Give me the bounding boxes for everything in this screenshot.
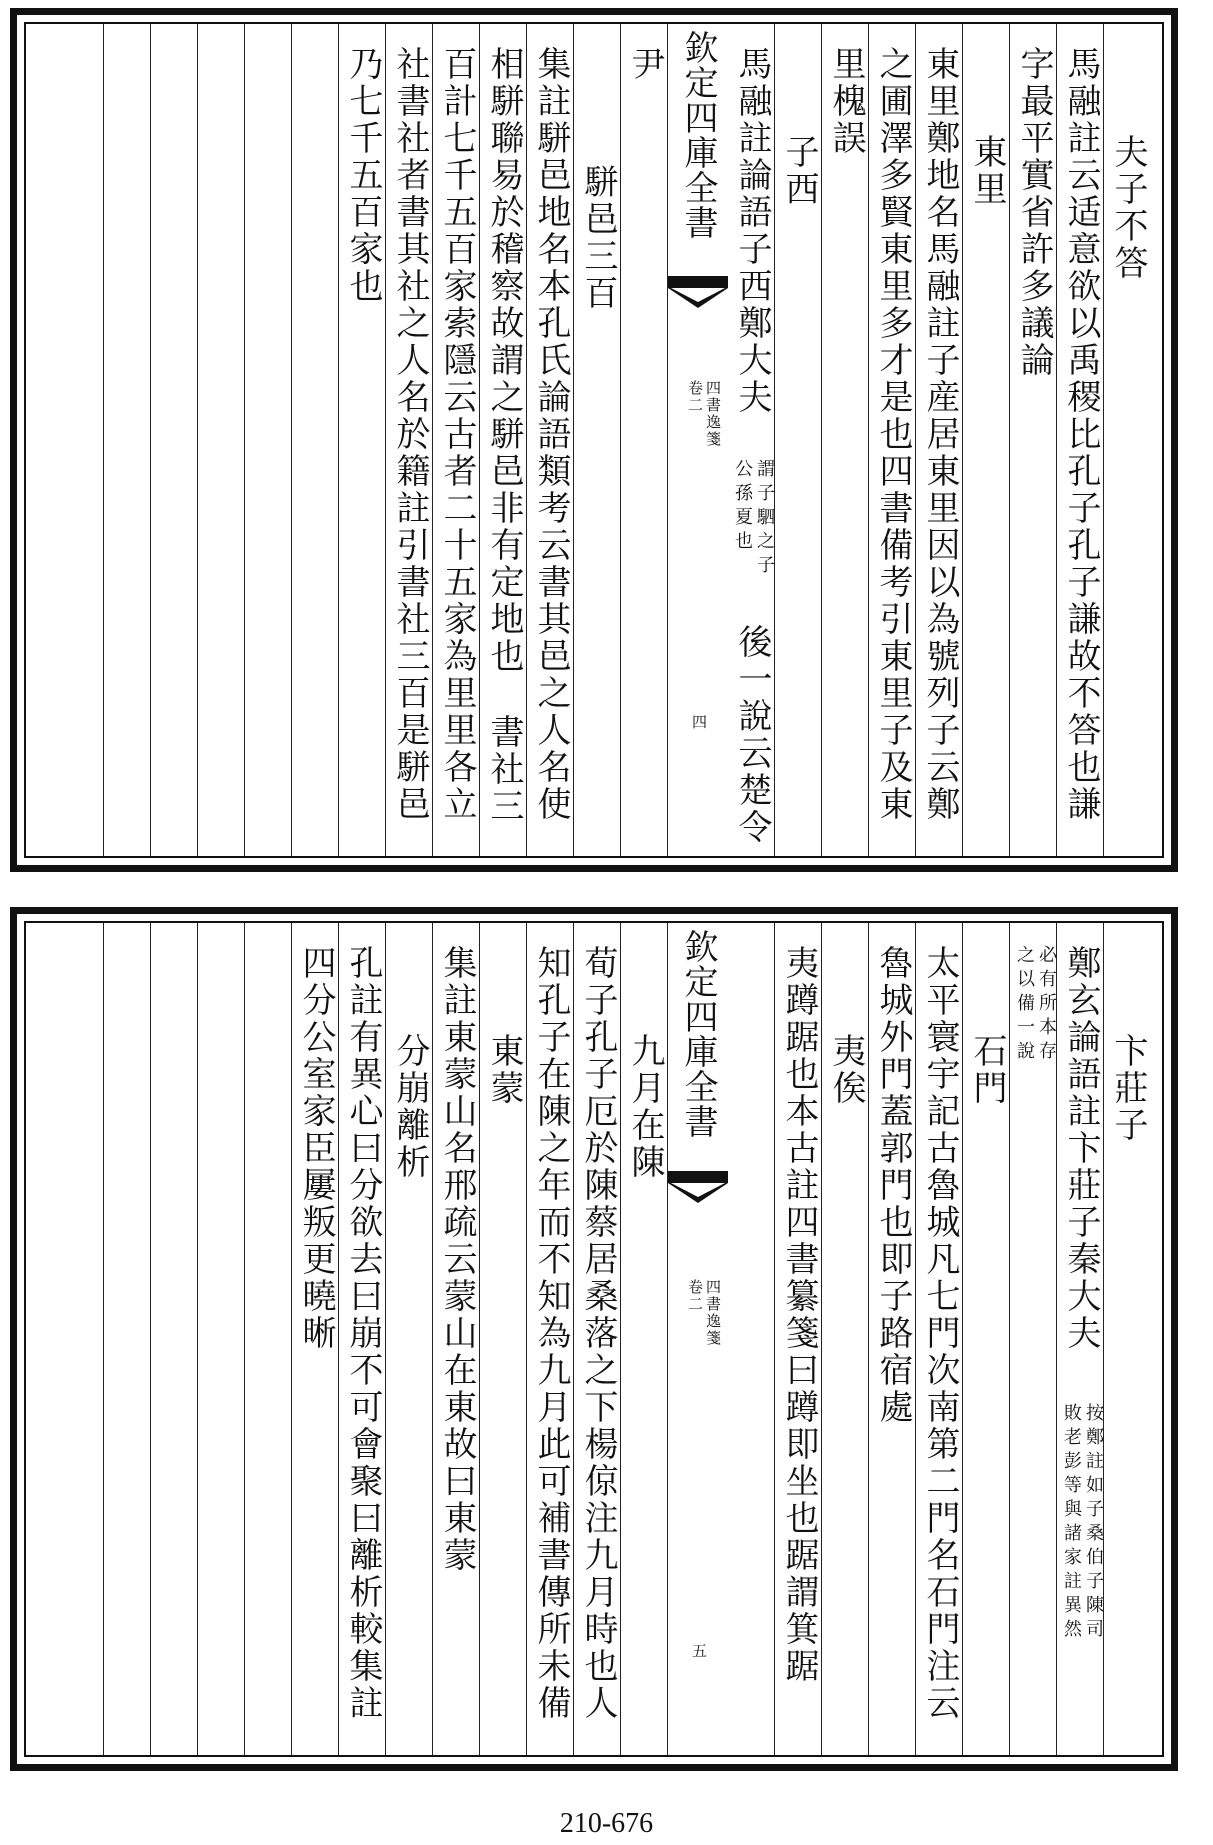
column <box>338 24 386 856</box>
annotation-line: 必有所本存 <box>1036 945 1057 1065</box>
text-line: 四分公室家臣屢叛更曉晰 <box>296 945 336 1352</box>
text-line: 後一說云楚令 <box>732 624 772 846</box>
column <box>573 24 621 856</box>
column <box>479 24 527 856</box>
text-line: 尹 <box>625 46 665 83</box>
column <box>291 923 339 1755</box>
column <box>1056 24 1104 856</box>
column <box>244 923 292 1755</box>
column <box>774 24 822 856</box>
heading: 石門 <box>967 1033 1007 1107</box>
column <box>774 923 822 1755</box>
text-line: 社書社者書其社之人名於籍註引書社三百是駢邑 <box>390 46 430 823</box>
column <box>526 923 574 1755</box>
column <box>727 24 775 856</box>
center-juan: 卷二 <box>686 1279 704 1313</box>
text-line: 夷蹲踞也本古註四書纂箋曰蹲即坐也踞謂箕踞 <box>779 945 819 1685</box>
text-line: 之圃澤多賢東里多才是也四書備考引東里子及東 <box>873 46 913 823</box>
center-title: 欽定四庫全書 <box>678 30 718 240</box>
column <box>197 923 245 1755</box>
column <box>573 923 621 1755</box>
center-page-number: 四 <box>690 714 708 731</box>
column <box>915 24 963 856</box>
column <box>868 24 916 856</box>
column <box>962 24 1010 856</box>
text-line: 馬融註論語子西鄭大夫 <box>732 46 772 416</box>
column <box>1009 923 1057 1755</box>
fish-tail-mark <box>668 1171 728 1205</box>
heading: 子西 <box>779 134 819 208</box>
column <box>385 24 433 856</box>
text-line: 字最平實省許多議論 <box>1014 46 1054 379</box>
text-line: 集註東蒙山名邢疏云蒙山在東故曰東蒙 <box>437 945 477 1574</box>
center-column <box>667 923 728 1755</box>
column <box>197 24 245 856</box>
column <box>244 24 292 856</box>
text-line: 荀子孔子厄於陳蔡居桑落之下楊倞注九月時也人 <box>578 945 618 1722</box>
column <box>727 923 775 1755</box>
text-line: 里槐誤 <box>826 46 866 157</box>
text-line: 相駢聯易於稽察故謂之駢邑非有定地也 <box>484 46 524 675</box>
center-title: 欽定四庫全書 <box>678 929 718 1139</box>
column <box>150 24 198 856</box>
center-page-number: 五 <box>690 1643 708 1660</box>
column <box>620 923 668 1755</box>
column <box>915 923 963 1755</box>
column <box>432 24 480 856</box>
column <box>962 923 1010 1755</box>
column <box>103 923 151 1755</box>
text-line: 鄭玄論語註卞莊子秦大夫 <box>1061 945 1101 1352</box>
heading: 卞莊子 <box>1108 1033 1148 1144</box>
text-line: 太平寰宇記古魯城凡七門次南第二門名石門注云 <box>920 945 960 1722</box>
text-line: 集註駢邑地名本孔氏論語類考云書其邑之人名使 <box>531 46 571 823</box>
annotation-line: 敗老彭等與諸家註異然 <box>1061 1403 1082 1643</box>
text-line: 東里鄭地名馬融註子産居東里因以為號列子云鄭 <box>920 46 960 823</box>
annotation-line: 之以備一說 <box>1014 945 1035 1065</box>
text-line: 孔註有異心曰分欲去曰崩不可會聚曰離析較集註 <box>343 945 383 1722</box>
heading: 夫子不答 <box>1108 134 1148 282</box>
heading: 駢邑三百 <box>578 164 618 312</box>
page-footer-number: 210-676 <box>559 1808 654 1839</box>
column <box>868 923 916 1755</box>
bottom-page-frame <box>24 921 1164 1757</box>
column <box>338 923 386 1755</box>
heading: 夷俟 <box>826 1033 866 1107</box>
column <box>479 923 527 1755</box>
column <box>291 24 339 856</box>
column <box>385 923 433 1755</box>
heading: 分崩離析 <box>390 1033 430 1181</box>
bottom-page <box>10 907 1178 1771</box>
text-line: 魯城外門蓋郭門也即子路宿處 <box>873 945 913 1426</box>
text-line: 書社三 <box>484 714 524 825</box>
center-book-title: 四書逸箋 <box>704 1279 722 1347</box>
text-line: 乃七千五百家也 <box>343 46 383 305</box>
text-line: 馬融註云适意欲以禹稷比孔子孔子謙故不答也謙 <box>1061 46 1101 823</box>
column <box>526 24 574 856</box>
heading: 東里 <box>967 134 1007 208</box>
column <box>821 24 869 856</box>
column <box>1103 923 1151 1755</box>
top-page-frame <box>24 22 1164 858</box>
annotation-line: 按鄭註如子桑伯子陳司 <box>1083 1403 1104 1643</box>
column <box>620 24 668 856</box>
center-column <box>667 24 728 856</box>
column <box>1009 24 1057 856</box>
column <box>821 923 869 1755</box>
column <box>26 923 103 1755</box>
text-line: 百計七千五百家索隱云古者二十五家為里里各立 <box>437 46 477 823</box>
center-book-title: 四書逸箋 <box>704 380 722 448</box>
center-juan: 卷二 <box>686 380 704 414</box>
column <box>1056 923 1104 1755</box>
column <box>150 923 198 1755</box>
annotation-line: 謂子駟之子 <box>754 459 775 579</box>
top-page <box>10 8 1178 872</box>
column <box>432 923 480 1755</box>
column <box>1103 24 1151 856</box>
fish-tail-mark <box>668 276 728 310</box>
column <box>26 24 103 856</box>
annotation-line: 公孫夏也 <box>732 459 753 555</box>
heading: 九月在陳 <box>625 1033 665 1181</box>
text-line: 知孔子在陳之年而不知為九月此可補書傳所未備 <box>531 945 571 1722</box>
heading: 東蒙 <box>484 1033 524 1107</box>
column <box>103 24 151 856</box>
